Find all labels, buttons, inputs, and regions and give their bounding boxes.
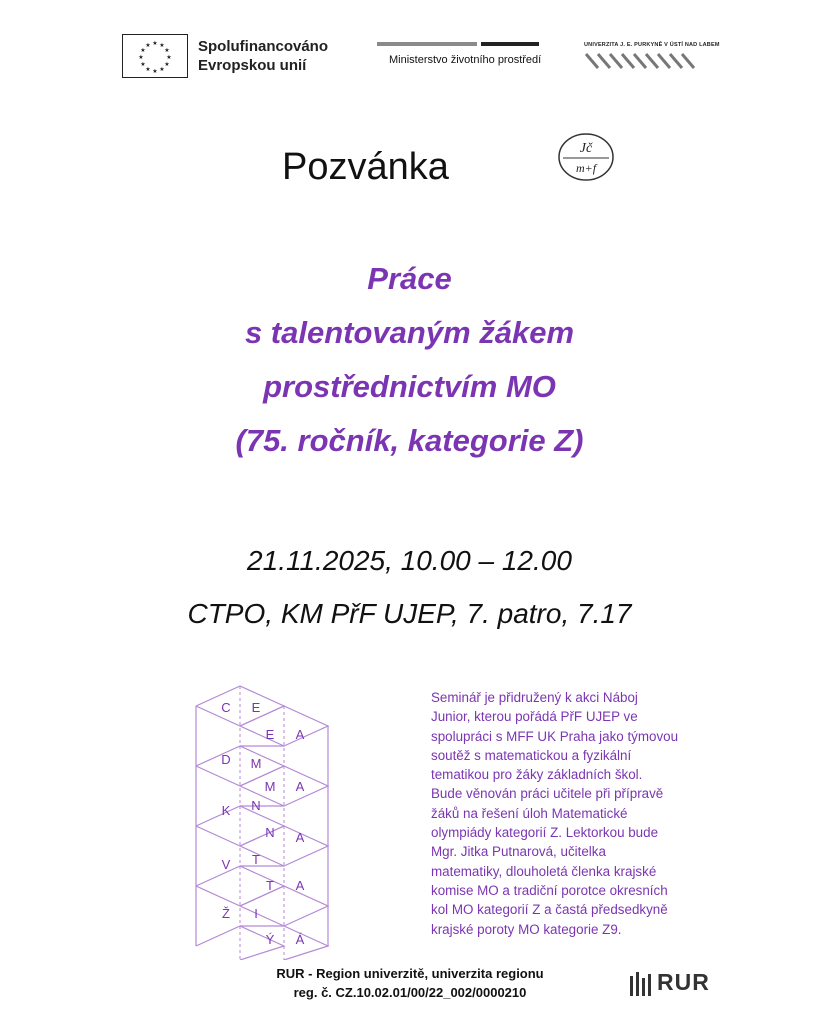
heading-line-4: (75. ročník, kategorie Z): [235, 423, 584, 458]
seal-bottom-text: m+f: [575, 161, 597, 175]
ministry-logo-text: Ministerstvo životního prostředí: [389, 54, 542, 66]
puzzle-letter-3: E: [265, 727, 275, 742]
eu-stars-icon: [123, 35, 187, 77]
footer-project-info: [200, 964, 620, 1002]
puzzle-letter-18: I: [254, 906, 258, 921]
svg-text:★: ★: [166, 54, 172, 61]
puzzle-letter-15: T: [266, 878, 274, 893]
puzzle-letter-16: A: [295, 878, 305, 893]
description-line: žáků na řešení úloh Matematické: [431, 805, 628, 821]
puzzle-letter-20: Á: [295, 932, 305, 947]
puzzle-letter-9: K: [221, 803, 231, 818]
letter-puzzle-graphic: [190, 682, 340, 960]
jcmf-seal-logo: [557, 132, 615, 182]
description-line: kol MO kategorií Z a častá předsedkyně: [431, 902, 668, 918]
description-line: olympiády kategorií Z. Lektorkou bude: [431, 825, 659, 841]
eu-text-line2: Evropskou unií: [198, 57, 307, 74]
description-line: Seminář je přidružený k akci Náboj: [431, 690, 638, 705]
description-line: komise MO a tradiční porotce okresních: [431, 882, 668, 898]
svg-text:★: ★: [140, 47, 146, 54]
puzzle-letter-4: A: [295, 727, 305, 742]
ministry-logo-bar-black: [481, 42, 539, 46]
svg-text:★: ★: [159, 42, 165, 49]
puzzle-letter-12: A: [295, 830, 305, 845]
event-description: [431, 688, 721, 939]
description-line: tematikou pro žáky základních škol.: [431, 767, 643, 783]
event-heading: [0, 252, 819, 468]
heading-line-1: Práce: [367, 261, 452, 296]
footer-line-1: RUR - Region univerzitě, univerzita regionu: [276, 966, 544, 981]
svg-text:★: ★: [145, 66, 151, 73]
event-date-time: 21.11.2025, 10.00 – 12.00: [247, 545, 572, 576]
event-place: CTPO, KM PřF UJEP, 7. patro, 7.17: [187, 598, 632, 629]
puzzle-letter-10: N: [251, 798, 261, 813]
page-title: Pozvánka: [282, 146, 449, 188]
description-line: krajské poroty MO kategorie Z9.: [431, 921, 622, 937]
svg-text:★: ★: [152, 40, 158, 47]
puzzle-letter-19: Ý: [265, 932, 275, 947]
puzzle-letter-7: M: [264, 779, 276, 794]
university-logo: [584, 42, 720, 74]
eu-cofinanced-text: [198, 37, 328, 75]
heading-line-3: prostřednictvím MO: [263, 369, 556, 404]
puzzle-letter-5: D: [221, 752, 231, 767]
puzzle-letter-1: C: [221, 700, 231, 715]
footer-line-2: reg. č. CZ.10.02.01/00/22_002/0000210: [293, 985, 527, 1000]
eu-text-line1: Spolufinancováno: [198, 38, 329, 55]
svg-text:★: ★: [164, 47, 170, 54]
puzzle-letter-2: E: [251, 700, 261, 715]
rur-logo-text: RUR: [657, 969, 710, 995]
svg-text:★: ★: [140, 61, 146, 68]
university-stripes-icon: [584, 52, 696, 70]
description-line: soutěž s matematickou a fyzikální: [431, 747, 632, 763]
svg-text:★: ★: [138, 54, 144, 61]
svg-text:★: ★: [145, 42, 151, 49]
university-logo-text: UNIVERZITA J. E. PURKYNĚ V ÚSTÍ NAD LABEM: [584, 42, 720, 48]
puzzle-letter-17: Ž: [222, 906, 230, 921]
rur-bars-icon: [628, 970, 654, 998]
heading-line-2: s talentovaným žákem: [244, 315, 575, 350]
svg-text:★: ★: [159, 66, 165, 73]
svg-text:★: ★: [152, 68, 158, 75]
description-line: Bude věnován práci učitele při přípravě: [431, 786, 664, 802]
puzzle-letter-6: M: [250, 756, 262, 771]
description-line: Mgr. Jitka Putnarová, učitelka: [431, 844, 606, 860]
description-line: spolupráci s MFF UK Praha jako týmovou: [431, 728, 679, 744]
puzzle-letter-11: N: [265, 825, 275, 840]
description-line: Junior, kterou pořádá PřF UJEP ve: [431, 709, 638, 725]
puzzle-letter-8: A: [295, 779, 305, 794]
rur-logo: [628, 968, 718, 1000]
svg-text:★: ★: [164, 61, 170, 68]
puzzle-letter-13: V: [221, 857, 231, 872]
puzzle-letter-14: T: [252, 852, 260, 867]
eu-flag-logo: [122, 34, 188, 78]
description-line: matematiky, dlouholetá členka krajské: [431, 863, 657, 879]
ministry-logo-bar-gray: [377, 42, 477, 46]
seal-top-text: Jč: [579, 141, 593, 156]
ministry-logo: [377, 42, 542, 74]
